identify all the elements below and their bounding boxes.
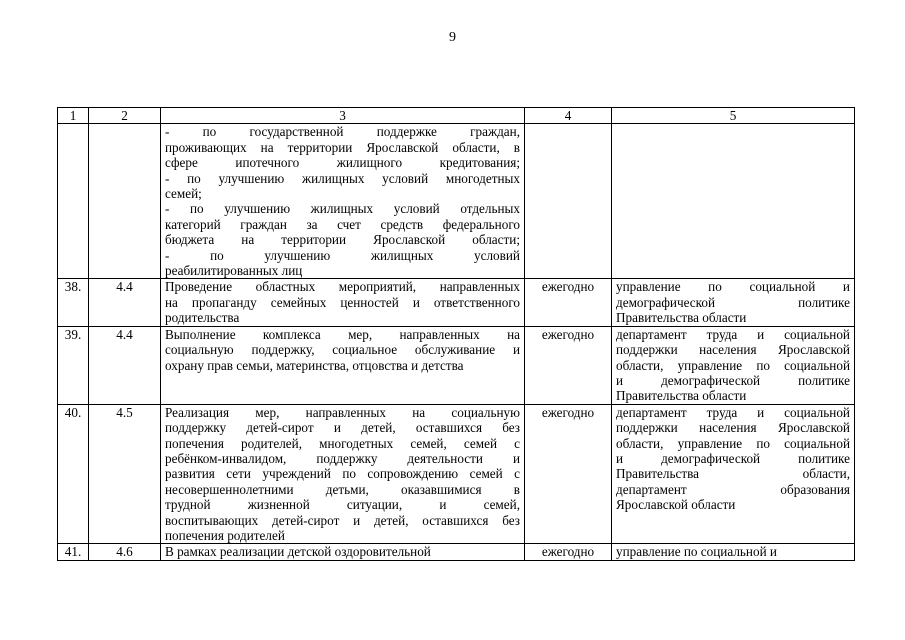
section-cell: 4.5	[89, 404, 161, 544]
description-cell-line: Проведение областных мероприятий, направленных	[165, 279, 520, 295]
description-cell-line: развития сети учреждений по сопровождению семей с	[165, 466, 520, 482]
responsible-cell	[612, 544, 855, 560]
header-cell-3: 3	[161, 108, 525, 124]
responsible-cell-line: области, управление по социальной	[616, 357, 850, 373]
header-cell-1: 1	[58, 108, 89, 124]
description-cell-line: трудной жизненной ситуации, и семей,	[165, 497, 520, 513]
responsible-cell-line: управление по социальной и	[616, 544, 777, 560]
header-cell-5: 5	[612, 108, 855, 124]
description-cell-line: социальную поддержку, социальное обслуживание и	[165, 342, 520, 358]
description-cell-line: ребёнком-инвалидом, поддержку деятельности и	[165, 450, 520, 466]
deadline-cell: ежегодно	[525, 279, 612, 326]
description-cell-line: - по улучшению жилищных условий	[165, 247, 520, 263]
responsible-cell-line: Правительства области	[616, 388, 747, 404]
description-cell	[161, 124, 525, 279]
description-cell-line: Выполнение комплекса мер, направленных на	[165, 326, 520, 342]
responsible-cell	[612, 404, 855, 544]
description-cell-line: В рамках реализации детской оздоровительной	[165, 544, 431, 560]
description-cell-line: Реализация мер, направленных на социальную	[165, 404, 520, 420]
table-row	[58, 326, 855, 404]
row-number-cell: 38.	[58, 279, 89, 326]
responsible-cell	[612, 124, 855, 279]
description-cell-line: - по государственной поддержке граждан,	[165, 124, 520, 140]
section-cell: 4.6	[89, 544, 161, 560]
responsible-cell-line: и демографической политике	[616, 450, 850, 466]
responsible-cell-line: Ярославской области	[616, 497, 736, 513]
responsible-cell-line: и демографической политике	[616, 372, 850, 388]
responsible-cell-line: демографической политике	[616, 294, 850, 310]
responsible-cell-line: области, управление по социальной	[616, 435, 850, 451]
description-cell-line: на пропаганду семейных ценностей и ответственного	[165, 294, 520, 310]
deadline-cell	[525, 124, 612, 279]
row-number-cell: 40.	[58, 404, 89, 544]
responsible-cell-line: департамент труда и социальной	[616, 326, 850, 342]
description-cell-line: - по улучшению жилищных условий многодетных	[165, 170, 520, 186]
table-row	[58, 279, 855, 326]
section-cell: 4.4	[89, 279, 161, 326]
responsible-cell-line: Правительства области	[616, 310, 747, 326]
description-cell	[161, 279, 525, 326]
description-cell-line: категорий граждан за счет средств федерального	[165, 216, 520, 232]
description-cell	[161, 544, 525, 560]
description-cell-line: реабилитированных лиц	[165, 263, 303, 279]
description-cell-line: несовершеннолетними детьми, оказавшимися в	[165, 481, 520, 497]
description-cell-line: проживающих на территории Ярославской области, в	[165, 139, 520, 155]
row-number-cell: 39.	[58, 326, 89, 404]
description-cell-line: бюджета на территории Ярославской области;	[165, 232, 520, 248]
description-cell-line: родительства	[165, 310, 240, 326]
description-cell-line: воспитывающих детей-сирот и детей, оставшихся без	[165, 512, 520, 528]
row-number-cell: 41.	[58, 544, 89, 560]
responsible-cell-line: Правительства области,	[616, 466, 850, 482]
row-number-cell	[58, 124, 89, 279]
responsible-cell-line: управление по социальной и	[616, 279, 850, 295]
responsible-cell	[612, 326, 855, 404]
responsible-cell-line: поддержки населения Ярославской	[616, 342, 850, 358]
description-cell-line: - по улучшению жилищных условий отдельных	[165, 201, 520, 217]
header-cell-4: 4	[525, 108, 612, 124]
description-cell-line: попечения родителей, многодетных семей, семей с	[165, 435, 520, 451]
description-cell-line: попечения родителей	[165, 527, 285, 543]
deadline-cell: ежегодно	[525, 404, 612, 544]
description-cell-line: сфере ипотечного жилищного кредитования;	[165, 155, 520, 171]
section-cell: 4.4	[89, 326, 161, 404]
table-row	[58, 124, 855, 279]
description-cell	[161, 404, 525, 544]
header-cell-2: 2	[89, 108, 161, 124]
responsible-cell-line: департамент образования	[616, 481, 850, 497]
table-row	[58, 544, 855, 560]
description-cell-line: охрану прав семьи, материнства, отцовства и детства	[165, 357, 464, 373]
description-cell-line: поддержку детей-сирот и детей, оставшихся без	[165, 420, 520, 436]
responsible-cell-line: поддержки населения Ярославской	[616, 420, 850, 436]
deadline-cell: ежегодно	[525, 544, 612, 560]
description-cell	[161, 326, 525, 404]
page-number: 9	[449, 30, 456, 45]
section-cell	[89, 124, 161, 279]
responsible-cell-line: департамент труда и социальной	[616, 404, 850, 420]
description-cell-line: семей;	[165, 186, 202, 202]
plan-table	[57, 107, 855, 561]
table-row	[58, 404, 855, 544]
responsible-cell	[612, 279, 855, 326]
deadline-cell: ежегодно	[525, 326, 612, 404]
header-row	[58, 108, 855, 124]
